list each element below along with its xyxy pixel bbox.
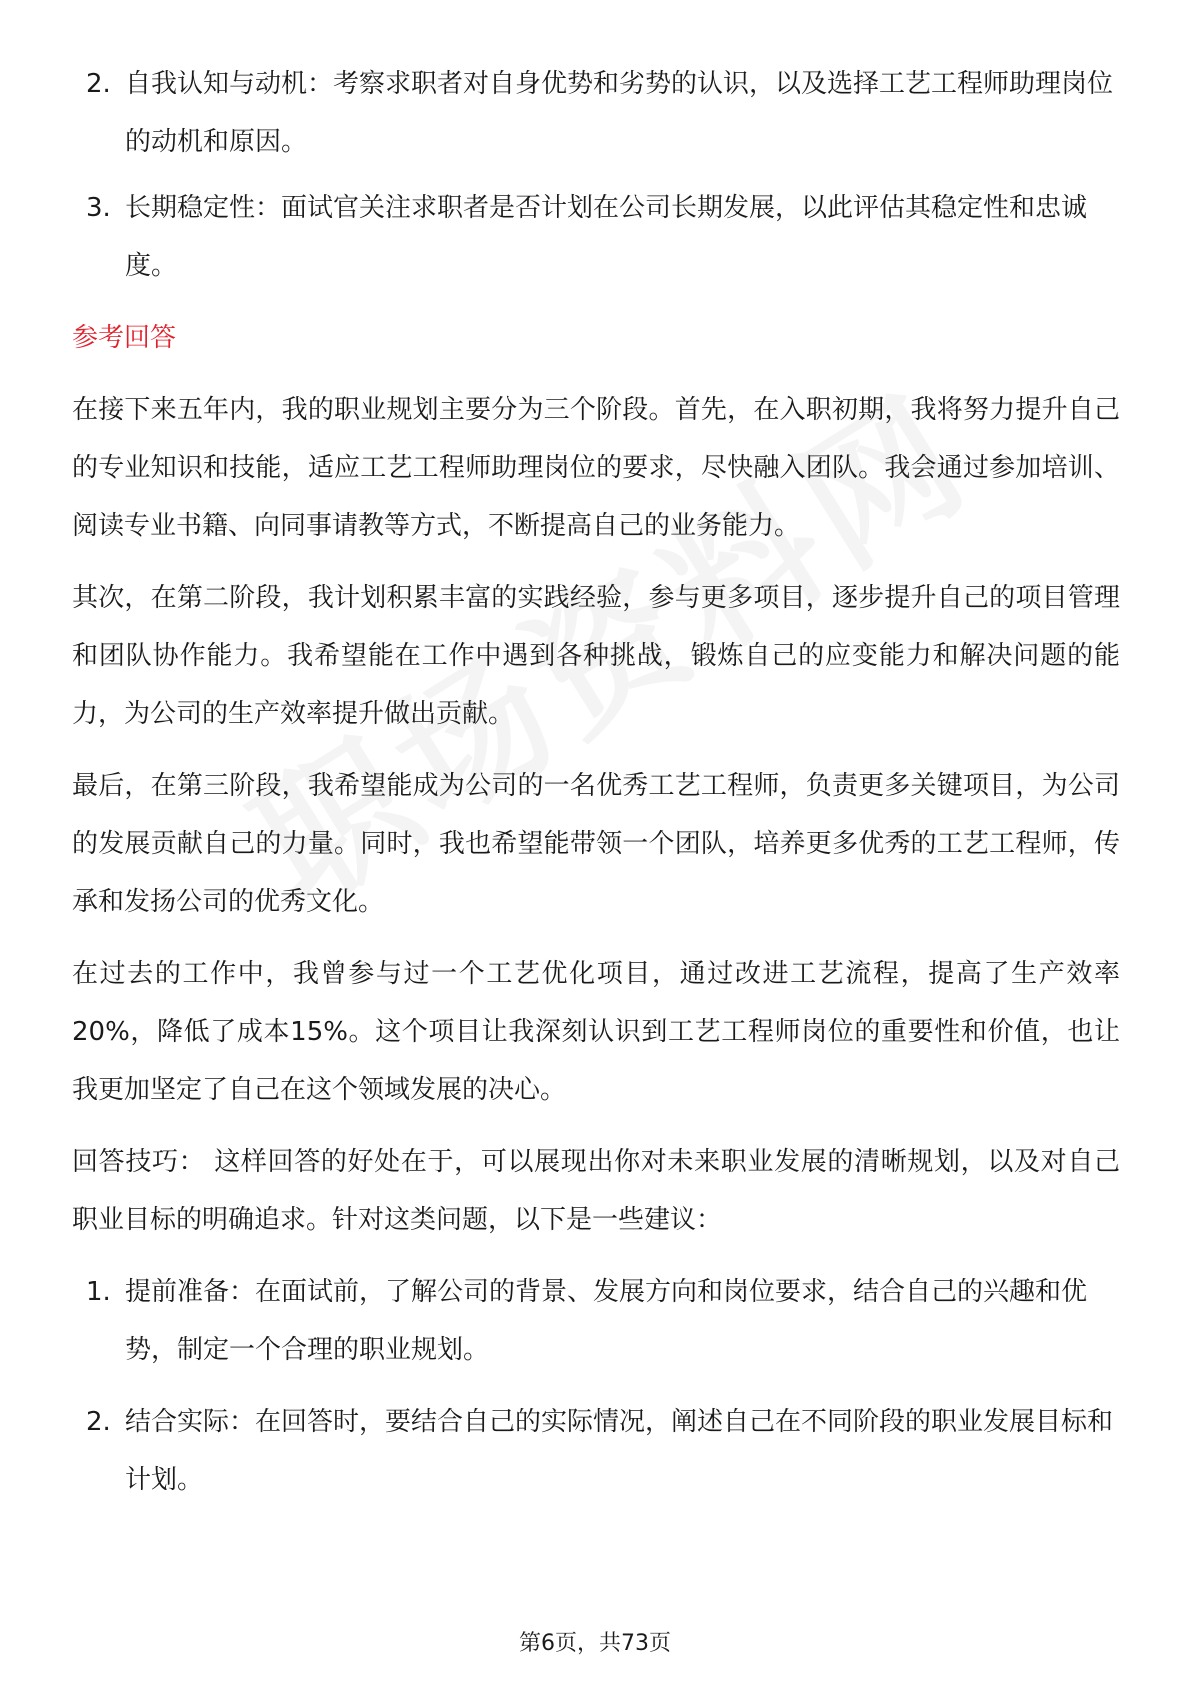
paragraph: 最后，在第三阶段，我希望能成为公司的一名优秀工艺工程师，负责更多关键项目，为公司的发展贡献自己的力量。同时，我也希望能带领一个团队，培养更多优秀的工艺工程师，传承和发扬公司的优秀文化。 [72,771,1120,917]
section-heading: 参考回答 [72,323,177,353]
list-item-number: 2. [86,1407,111,1437]
paragraph: 在过去的工作中，我曾参与过一个工艺优化项目，通过改进工艺流程，提高了生产效率20%，降低了成本15%。这个项目让我深刻认识到工艺工程师岗位的重要性和价值，也让我更加坚定了自己在这个领域发展的决心。 [72,959,1120,1105]
paragraph: 在接下来五年内，我的职业规划主要分为三个阶段。首先，在入职初期，我将努力提升自己的专业知识和技能，适应工艺工程师助理岗位的要求，尽快融入团队。我会通过参加培训、阅读专业书籍、向同事请教等方式，不断提高自己的业务能力。 [72,395,1120,541]
list-item-text: 结合实际：在回答时，要结合自己的实际情况，阐述自己在不同阶段的职业发展目标和计划。 [125,1407,1114,1495]
list-item [72,179,1120,295]
list-item [72,1393,1120,1509]
page-number-footer: 第6页，共73页 [519,1631,671,1656]
list-item-text: 自我认知与动机：考察求职者对自身优势和劣势的认识，以及选择工艺工程师助理岗位的动机和原因。 [125,69,1114,157]
paragraph-tips: 回答技巧： 这样回答的好处在于，可以展现出你对未来职业发展的清晰规划，以及对自己职业目标的明确追求。针对这类问题，以下是一些建议： [72,1147,1120,1235]
paragraph: 其次，在第二阶段，我计划积累丰富的实践经验，参与更多项目，逐步提升自己的项目管理和团队协作能力。我希望能在工作中遇到各种挑战，锻炼自己的应变能力和解决问题的能力，为公司的生产效率提升做出贡献。 [72,583,1120,729]
page-content [72,55,1120,1509]
list-item [72,55,1120,171]
list-item-number: 1. [86,1277,111,1307]
list-item-number: 2. [86,69,111,99]
list-item [72,1263,1120,1379]
list-item-text: 长期稳定性：面试官关注求职者是否计划在公司长期发展，以此评估其稳定性和忠诚度。 [125,193,1088,281]
list-item-text: 提前准备：在面试前，了解公司的背景、发展方向和岗位要求，结合自己的兴趣和优势，制定一个合理的职业规划。 [125,1277,1088,1365]
list-item-number: 3. [86,193,111,223]
